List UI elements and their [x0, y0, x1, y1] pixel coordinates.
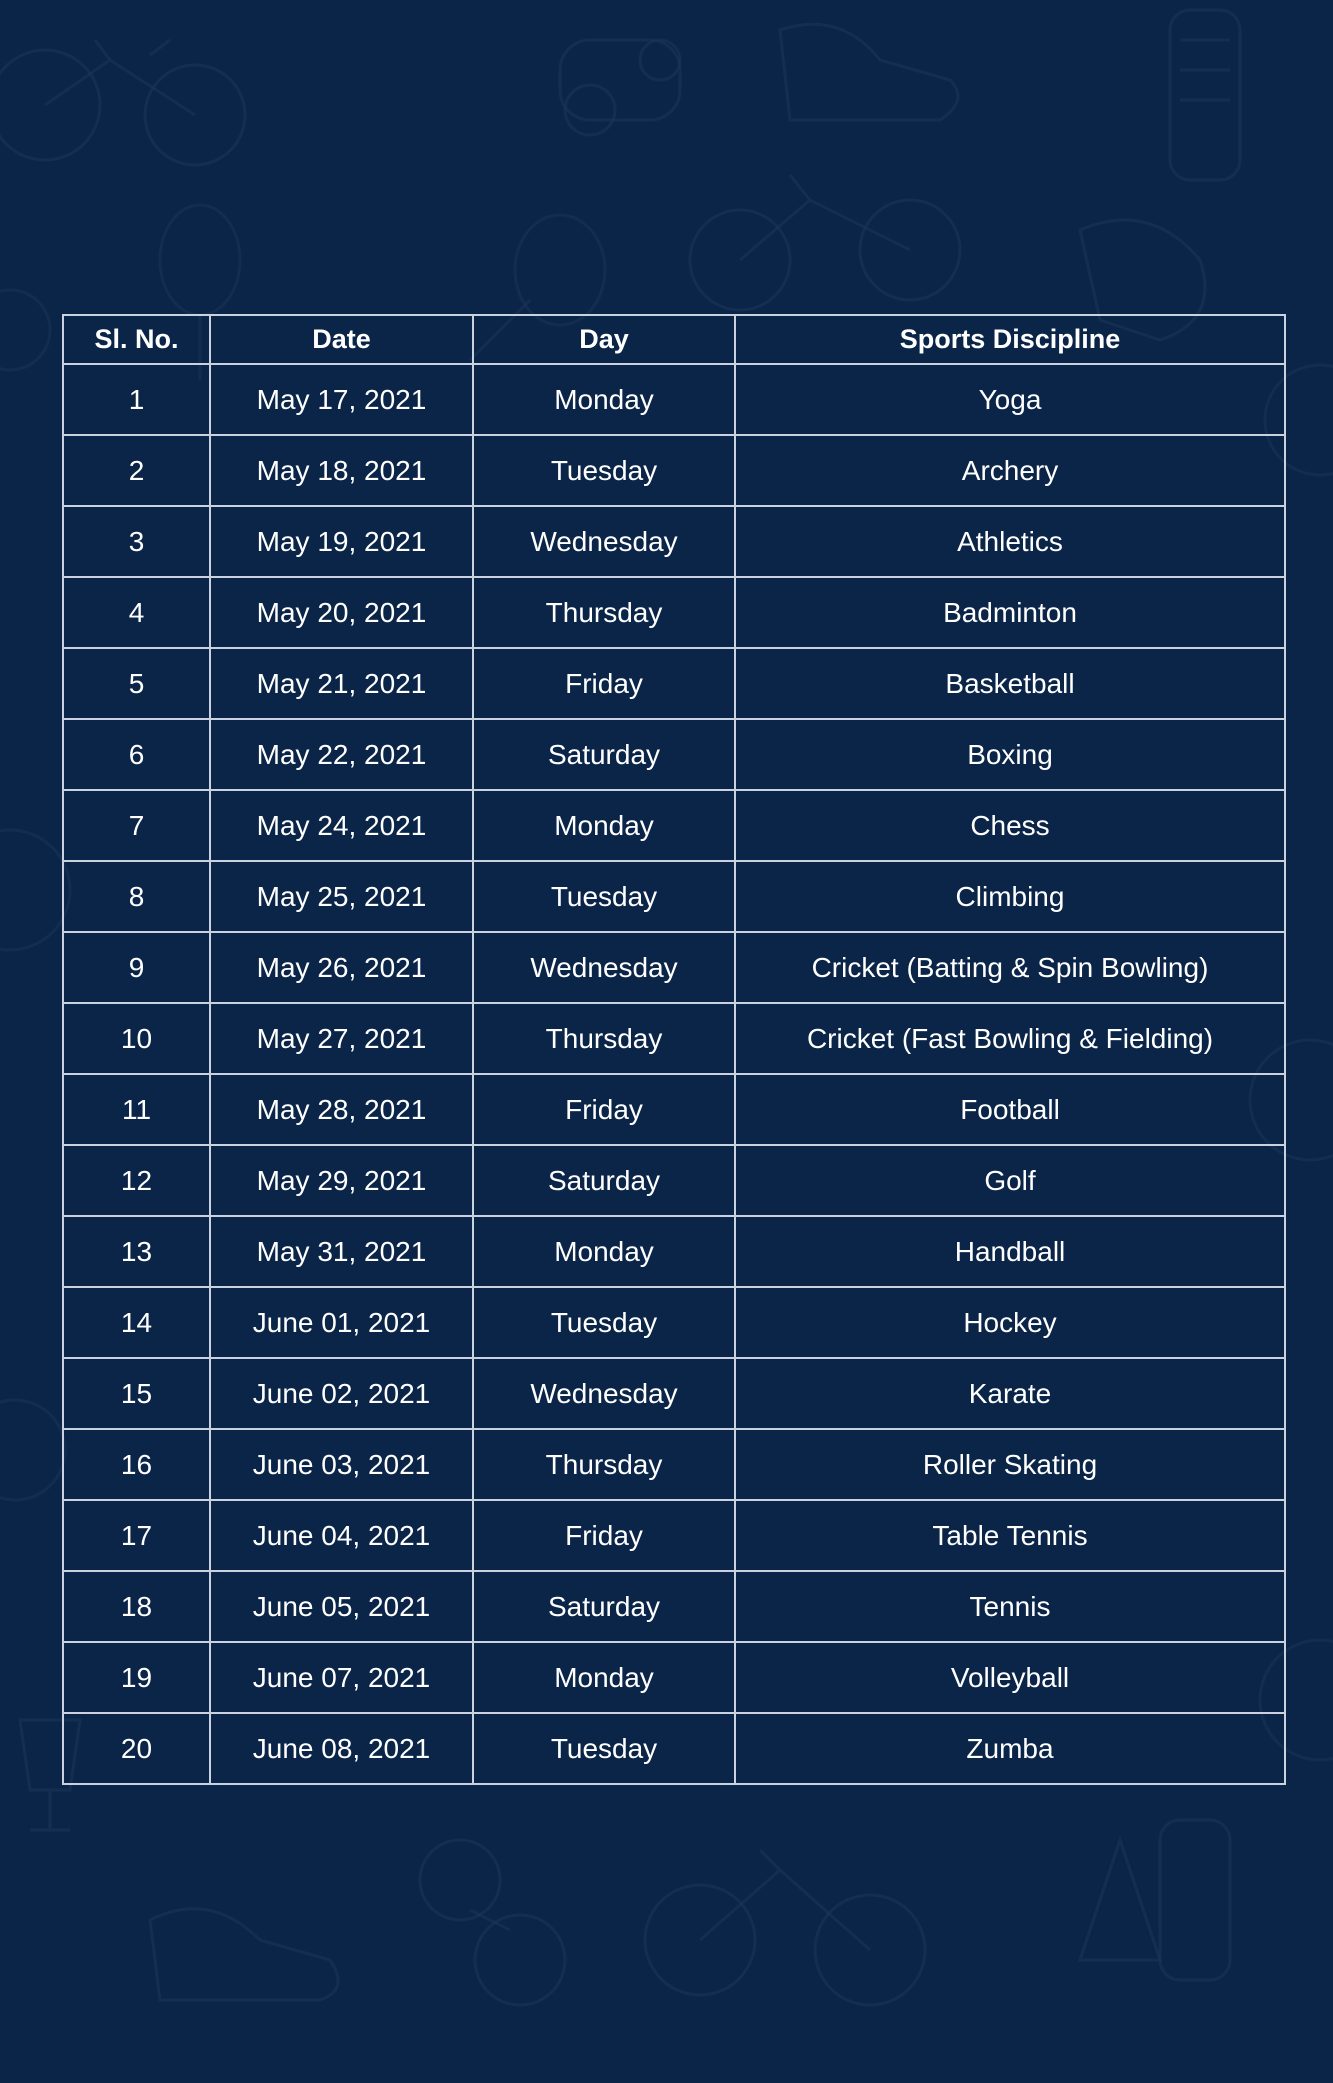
cell-discipline: Football	[735, 1074, 1285, 1145]
cell-date: June 05, 2021	[210, 1571, 473, 1642]
cell-discipline: Climbing	[735, 861, 1285, 932]
table-row	[63, 790, 1285, 861]
cell-day: Saturday	[473, 719, 735, 790]
cell-date: May 25, 2021	[210, 861, 473, 932]
table-row	[63, 932, 1285, 1003]
cell-day: Monday	[473, 1216, 735, 1287]
table-row	[63, 1500, 1285, 1571]
header-day: Day	[473, 315, 735, 364]
cell-sl-no: 7	[63, 790, 210, 861]
cell-discipline: Archery	[735, 435, 1285, 506]
bicycle-icon	[690, 175, 960, 310]
cell-discipline: Handball	[735, 1216, 1285, 1287]
cell-date: May 19, 2021	[210, 506, 473, 577]
cell-day: Friday	[473, 1074, 735, 1145]
cell-sl-no: 4	[63, 577, 210, 648]
cell-discipline: Badminton	[735, 577, 1285, 648]
table-row	[63, 506, 1285, 577]
cell-discipline: Hockey	[735, 1287, 1285, 1358]
cell-sl-no: 15	[63, 1358, 210, 1429]
cell-sl-no: 12	[63, 1145, 210, 1216]
cell-sl-no: 18	[63, 1571, 210, 1642]
cell-day: Wednesday	[473, 932, 735, 1003]
cell-discipline: Athletics	[735, 506, 1285, 577]
cell-sl-no: 1	[63, 364, 210, 435]
table-row	[63, 1642, 1285, 1713]
table-row	[63, 1358, 1285, 1429]
table-row	[63, 1429, 1285, 1500]
cell-date: May 24, 2021	[210, 790, 473, 861]
table-row	[63, 861, 1285, 932]
table-row	[63, 1216, 1285, 1287]
bicycle-icon	[645, 1850, 925, 2005]
cell-date: May 22, 2021	[210, 719, 473, 790]
cell-date: May 31, 2021	[210, 1216, 473, 1287]
cell-date: June 02, 2021	[210, 1358, 473, 1429]
cell-sl-no: 5	[63, 648, 210, 719]
table-row	[63, 648, 1285, 719]
table-row	[63, 1287, 1285, 1358]
cell-discipline: Boxing	[735, 719, 1285, 790]
sports-schedule-table	[62, 314, 1286, 1785]
cell-day: Thursday	[473, 1429, 735, 1500]
cell-day: Monday	[473, 1642, 735, 1713]
cell-discipline: Cricket (Batting & Spin Bowling)	[735, 932, 1285, 1003]
cell-discipline: Cricket (Fast Bowling & Fielding)	[735, 1003, 1285, 1074]
cell-date: June 01, 2021	[210, 1287, 473, 1358]
cell-date: June 03, 2021	[210, 1429, 473, 1500]
cell-discipline: Volleyball	[735, 1642, 1285, 1713]
cell-sl-no: 11	[63, 1074, 210, 1145]
table-row	[63, 577, 1285, 648]
cell-sl-no: 14	[63, 1287, 210, 1358]
cell-day: Thursday	[473, 577, 735, 648]
cell-sl-no: 16	[63, 1429, 210, 1500]
shoe-icon	[780, 24, 958, 120]
cell-discipline: Basketball	[735, 648, 1285, 719]
cell-discipline: Tennis	[735, 1571, 1285, 1642]
cell-date: May 26, 2021	[210, 932, 473, 1003]
bicycle-icon	[0, 40, 245, 165]
cell-day: Friday	[473, 1500, 735, 1571]
cell-day: Tuesday	[473, 861, 735, 932]
cell-day: Tuesday	[473, 1713, 735, 1784]
table-row	[63, 364, 1285, 435]
cell-day: Tuesday	[473, 1287, 735, 1358]
cell-date: May 29, 2021	[210, 1145, 473, 1216]
cell-date: May 20, 2021	[210, 577, 473, 648]
cell-sl-no: 8	[63, 861, 210, 932]
cell-day: Monday	[473, 790, 735, 861]
cell-day: Monday	[473, 364, 735, 435]
cell-date: May 21, 2021	[210, 648, 473, 719]
cell-discipline: Chess	[735, 790, 1285, 861]
header-sl-no: Sl. No.	[63, 315, 210, 364]
table-row	[63, 1145, 1285, 1216]
cell-sl-no: 3	[63, 506, 210, 577]
cell-day: Wednesday	[473, 1358, 735, 1429]
table-row	[63, 435, 1285, 506]
cell-sl-no: 17	[63, 1500, 210, 1571]
header-date: Date	[210, 315, 473, 364]
cell-day: Saturday	[473, 1571, 735, 1642]
table-header-row	[63, 315, 1285, 364]
cell-date: May 28, 2021	[210, 1074, 473, 1145]
cone-icon	[1080, 1820, 1230, 1980]
cell-sl-no: 2	[63, 435, 210, 506]
cell-discipline: Golf	[735, 1145, 1285, 1216]
cell-date: May 27, 2021	[210, 1003, 473, 1074]
cell-sl-no: 9	[63, 932, 210, 1003]
cell-date: June 08, 2021	[210, 1713, 473, 1784]
cell-discipline: Zumba	[735, 1713, 1285, 1784]
cell-discipline: Karate	[735, 1358, 1285, 1429]
table-row	[63, 1074, 1285, 1145]
cell-day: Tuesday	[473, 435, 735, 506]
cell-sl-no: 10	[63, 1003, 210, 1074]
cell-discipline: Roller Skating	[735, 1429, 1285, 1500]
cell-day: Friday	[473, 648, 735, 719]
table-row	[63, 1571, 1285, 1642]
cell-day: Wednesday	[473, 506, 735, 577]
cell-sl-no: 20	[63, 1713, 210, 1784]
table-row	[63, 1713, 1285, 1784]
cell-date: June 04, 2021	[210, 1500, 473, 1571]
cell-day: Thursday	[473, 1003, 735, 1074]
cell-day: Saturday	[473, 1145, 735, 1216]
cell-date: June 07, 2021	[210, 1642, 473, 1713]
cell-date: May 17, 2021	[210, 364, 473, 435]
cell-discipline: Yoga	[735, 364, 1285, 435]
cell-date: May 18, 2021	[210, 435, 473, 506]
cell-sl-no: 19	[63, 1642, 210, 1713]
header-sports-discipline: Sports Discipline	[735, 315, 1285, 364]
bottle-icon	[1170, 10, 1240, 180]
dumbbell-icon	[560, 40, 680, 135]
cell-sl-no: 6	[63, 719, 210, 790]
shoe-icon	[150, 1909, 338, 2000]
cell-discipline: Table Tennis	[735, 1500, 1285, 1571]
cell-sl-no: 13	[63, 1216, 210, 1287]
table-row	[63, 1003, 1285, 1074]
dumbbell-icon	[420, 1840, 565, 2005]
table-row	[63, 719, 1285, 790]
